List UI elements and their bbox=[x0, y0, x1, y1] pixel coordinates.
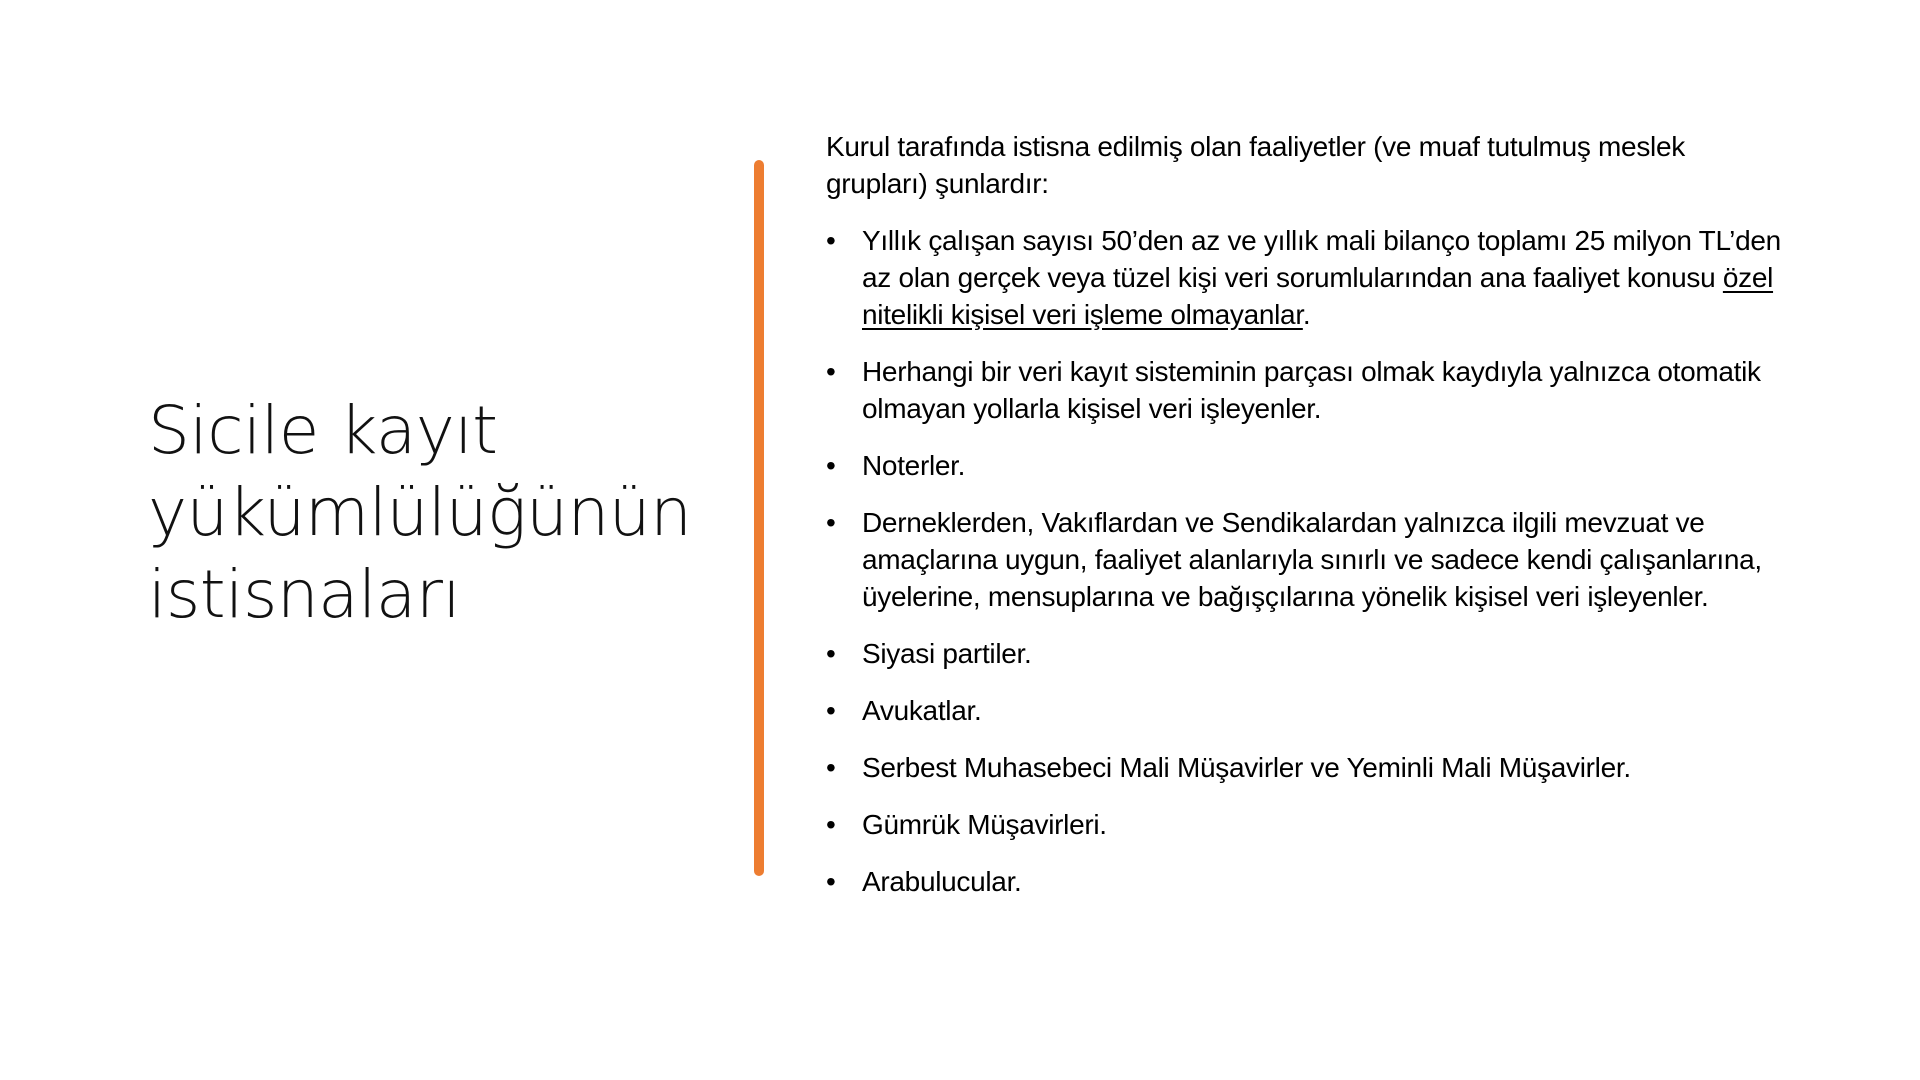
list-item-text: Serbest Muhasebeci Mali Müşavirler ve Yeminli Mali Müşavirler. bbox=[862, 752, 1631, 783]
list-item-tail: . bbox=[1302, 299, 1311, 330]
bullet-icon: • bbox=[826, 809, 836, 840]
exception-list bbox=[826, 222, 1786, 900]
bullet-icon: • bbox=[826, 450, 836, 481]
title-line: Sicile kayıt bbox=[148, 392, 498, 469]
title-line: yükümlülüğünün bbox=[148, 474, 692, 551]
bullet-icon: • bbox=[826, 866, 836, 897]
list-item-text: Arabulucular. bbox=[862, 866, 1022, 897]
list-item-text: Noterler. bbox=[862, 450, 966, 481]
list-item-text: Gümrük Müşavirleri. bbox=[862, 809, 1107, 840]
list-item bbox=[826, 504, 1786, 615]
list-item bbox=[826, 447, 1786, 484]
list-item bbox=[826, 635, 1786, 672]
intro-paragraph: Kurul tarafında istisna edilmiş olan faaliyetler (ve muaf tutulmuş meslek grupları) şunlardır: bbox=[826, 131, 1685, 199]
list-item-text: Herhangi bir veri kayıt sisteminin parçası olmak kaydıyla yalnızca otomatik olmayan yollarla kişisel veri işleyenler. bbox=[862, 356, 1761, 424]
title-line: istisnaları bbox=[148, 556, 461, 633]
bullet-icon: • bbox=[826, 356, 836, 387]
list-item bbox=[826, 222, 1786, 333]
bullet-icon: • bbox=[826, 507, 836, 538]
accent-divider bbox=[754, 160, 764, 876]
list-item-text: Derneklerden, Vakıflardan ve Sendikalardan yalnızca ilgili mevzuat ve amaçlarına uygun, faaliyet alanlarıyla sınırlı ve sadece kendi çalışanlarına, üyelerine, mensuplarına ve bağışçılarına yönelik kişisel veri işleyenler. bbox=[862, 507, 1762, 612]
bullet-icon: • bbox=[826, 752, 836, 783]
list-item-text: Siyasi partiler. bbox=[862, 638, 1032, 669]
list-item bbox=[826, 353, 1786, 427]
bullet-icon: • bbox=[826, 225, 836, 256]
slide-title bbox=[148, 390, 708, 636]
list-item bbox=[826, 806, 1786, 843]
list-item bbox=[826, 749, 1786, 786]
bullet-icon: • bbox=[826, 638, 836, 669]
content-body bbox=[826, 128, 1786, 920]
underlined-phrase: özel nitelikli kişisel veri işleme olmayanlar bbox=[862, 262, 1774, 330]
bullet-icon: • bbox=[826, 695, 836, 726]
list-item bbox=[826, 863, 1786, 900]
list-item-text: Yıllık çalışan sayısı 50’den az ve yıllık mali bilanço toplamı 25 milyon TL’den az olan gerçek veya tüzel kişi veri sorumlularından ana faaliyet konusu bbox=[862, 225, 1781, 293]
list-item bbox=[826, 692, 1786, 729]
list-item-text: Avukatlar. bbox=[862, 695, 982, 726]
